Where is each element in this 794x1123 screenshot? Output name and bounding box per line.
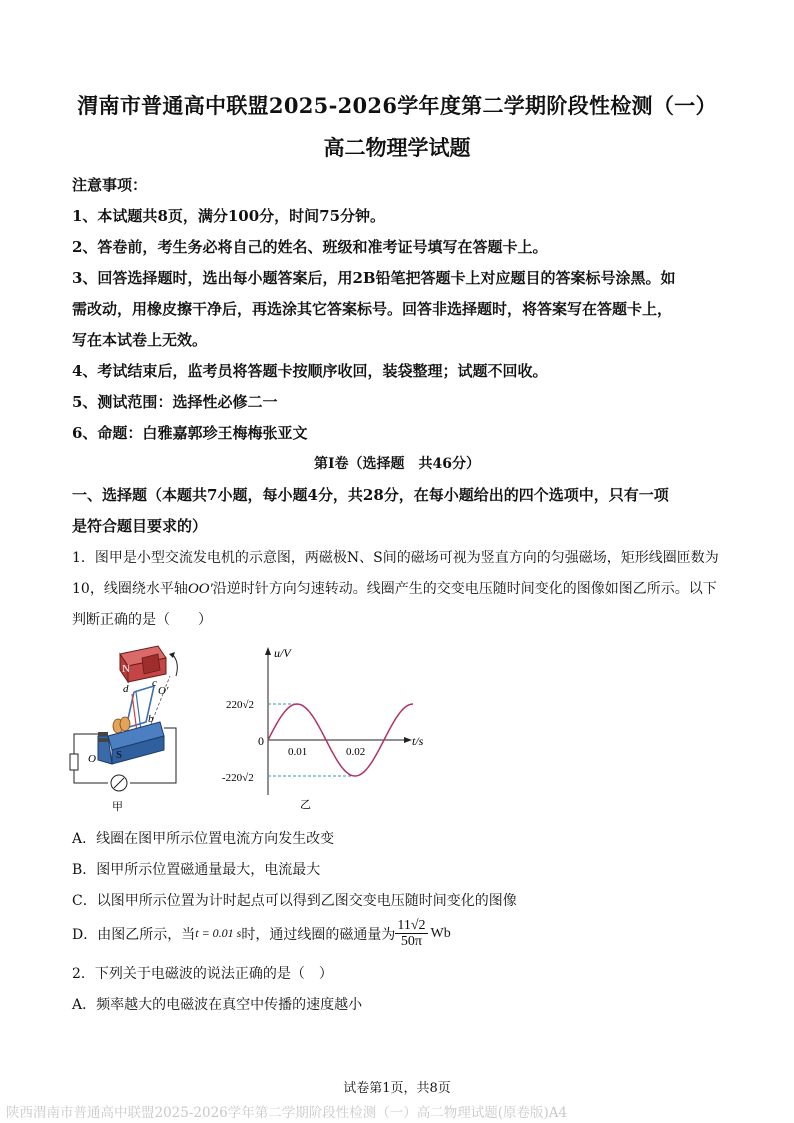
q1-axis-label: OO′ — [187, 581, 213, 597]
label-c: c — [152, 677, 157, 689]
notice-item-6: 6、命题：白雅嘉郭珍王梅梅张亚文 — [72, 424, 308, 442]
notice-item-4: 4、考试结束后，监考员将答题卡按顺序收回，装袋整理；试题不回收。 — [72, 362, 548, 380]
q2-stem: 2．下列关于电磁波的说法正确的是（ ） — [72, 966, 333, 982]
q1-stem-line1: 1．图甲是小型交流发电机的示意图，两磁极N、S间的磁场可视为竖直方向的匀强磁场，矩形线圈匝数为 — [72, 550, 719, 566]
exam-title: 渭南市普通高中联盟2025-2026学年度第二学期阶段性检测（一） — [77, 93, 717, 118]
q1-option-d-prefix: D．由图乙所示，当 — [72, 926, 196, 943]
q1-option-a: A．线圈在图甲所示位置电流方向发生改变 — [72, 831, 335, 847]
voltage-chart — [222, 645, 432, 813]
q1-stem-line2 — [72, 578, 717, 598]
q1-stem-line2-a: 10，线圈绕水平轴 — [72, 581, 188, 597]
brush-2 — [98, 738, 108, 742]
notice-item-3-cont: 需改动，用橡皮擦干净后，再选涂其它答案标号。回答非选择题时，将答案写在答题卡上， — [72, 300, 673, 318]
label-b: b — [148, 713, 154, 725]
notice-item-3-cont2: 写在本试卷上无效。 — [72, 331, 208, 349]
brush-1 — [98, 732, 108, 736]
q1-option-b: B．图甲所示位置磁通量最大，电流最大 — [72, 862, 321, 878]
flux-fraction — [395, 918, 427, 950]
y-max-label: 220√2 — [226, 699, 255, 711]
q1-option-d-condition: t = 0.01 s — [195, 926, 242, 941]
fig-b-caption: 乙 — [300, 799, 311, 811]
resistor — [70, 754, 78, 770]
label-o-prime: O′ — [158, 685, 169, 697]
flux-unit: Wb — [430, 925, 451, 941]
tick-label-x1: 0.01 — [288, 746, 308, 758]
flux-denominator: 50π — [400, 934, 422, 950]
y-min-label: -220√2 — [222, 772, 254, 784]
label-s: S — [116, 749, 123, 761]
y-axis-label: u/V — [274, 646, 291, 660]
q1-option-c: C．以图甲所示位置为计时起点可以得到乙图交变电压随时间变化的图像 — [72, 893, 517, 909]
section-title: 第Ⅰ卷（选择题 共46分） — [313, 456, 481, 472]
origin-label: 0 — [258, 734, 264, 748]
exam-subtitle: 高二物理学试题 — [323, 135, 471, 160]
tick-label-x2: 0.02 — [346, 746, 366, 758]
page-footer: 试卷第1页，共8页 — [343, 1081, 451, 1096]
fig-a-caption: 甲 — [112, 801, 123, 813]
part-instruction-cont: 是符合题目要求的） — [72, 517, 208, 535]
notice-heading: 注意事项： — [72, 176, 148, 194]
notice-item-2: 2、答卷前，考生务必将自己的姓名、班级和准考证号填写在答题卡上。 — [72, 238, 548, 256]
generator-diagram — [68, 640, 198, 815]
q1-stem-line2-b: 沿逆时针方向匀速转动。线圈产生的交变电压随时间变化的图像如图乙所示。以下 — [212, 581, 717, 597]
notice-item-3: 3、回答选择题时，选出每小题答案后，用2B铅笔把答题卡上对应题目的答案标号涂黑。如 — [72, 269, 676, 287]
slip-ring-2 — [120, 717, 130, 731]
notice-item-5: 5、测试范围：选择性必修二一 — [72, 393, 278, 411]
label-n: N — [122, 663, 130, 675]
notice-item-1: 1、本试题共8页，满分100分，时间75分钟。 — [72, 207, 386, 225]
q1-stem-line3: 判断正确的是（ ） — [72, 612, 212, 628]
x-axis-label: t/s — [412, 734, 424, 748]
q1-option-d — [72, 918, 451, 950]
x-axis-arrow — [404, 737, 412, 743]
q1-option-d-mid: 时，通过线圈的磁通量为 — [241, 926, 396, 943]
flux-numerator: 11√2 — [397, 918, 426, 933]
y-axis-arrow — [265, 647, 271, 655]
watermark-text: 陕西渭南市普通高中联盟2025-2026学年第二学期阶段性检测（一）高二物理试题(原卷版)A4 — [6, 1105, 568, 1121]
label-d: d — [123, 683, 129, 695]
part-instruction: 一、选择题（本题共7小题，每小题4分，共28分，在每小题给出的四个选项中，只有一项 — [72, 486, 669, 504]
q2-option-a: A．频率越大的电磁波在真空中传播的速度越小 — [72, 997, 363, 1013]
label-o: O — [88, 753, 96, 765]
